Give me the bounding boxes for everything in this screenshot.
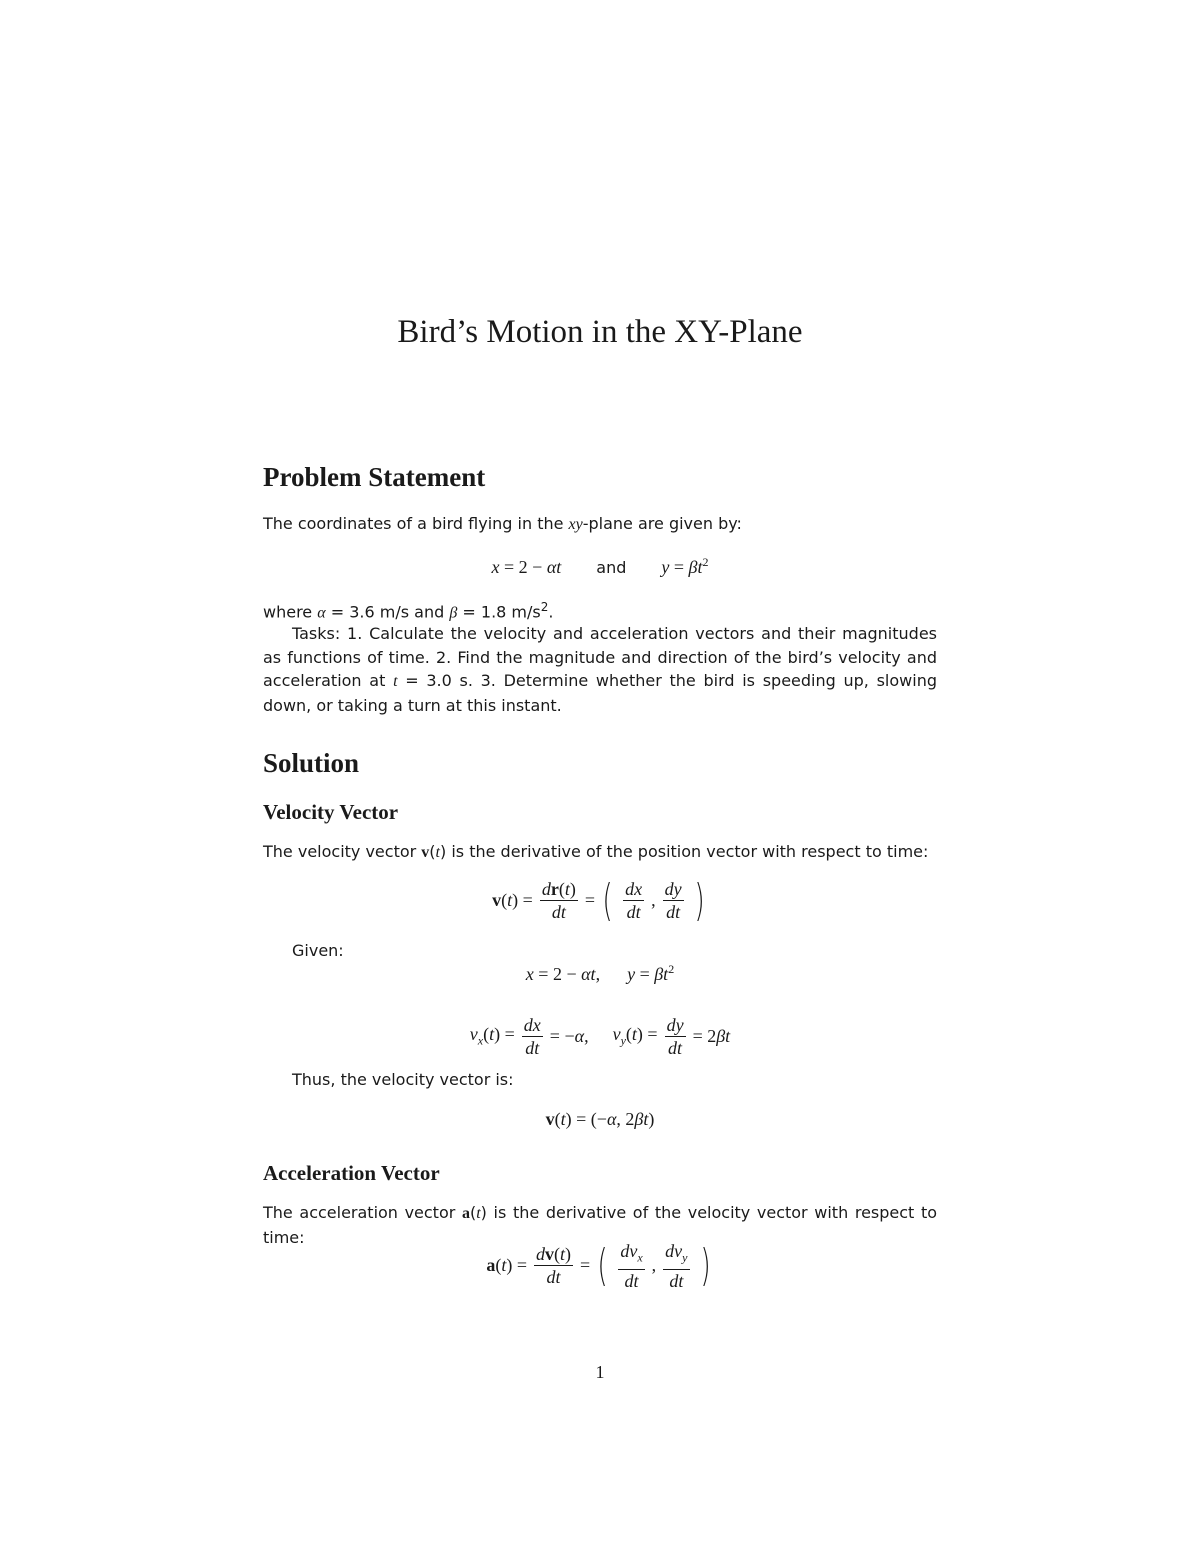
acceleration-definition-equation: a(t) = $\frac{dv(t)}{dt}$ = ( $\frac{dv_x}{dt}$ , $\frac{dv_y}{dt}$ )	[486, 1239, 711, 1291]
thus-label: Thus, the velocity vector is:	[292, 1070, 514, 1089]
given-equation: x = 2 − αt, $y = \beta t^2$	[525, 962, 675, 984]
document-title: Bird’s Motion in the XY-Plane	[397, 314, 803, 350]
velocity-intro: The velocity vector v(t) is the derivative of the position vector with respect to time:	[263, 842, 929, 861]
velocity-definition-equation: v(t) = $\frac{dr(t)}{dt}$ = ( $\frac{dx}{dt}$ , $\frac{dy}{dt}$ )	[492, 874, 705, 926]
problem-intro: The coordinates of a bird flying in the xy-plane are given by:	[263, 514, 742, 533]
page-number: 1	[595, 1362, 605, 1382]
given-label: Given:	[292, 941, 344, 960]
acceleration-vector-heading: Acceleration Vector	[263, 1161, 440, 1185]
constants-line: where α = 3.6 m/s and β = 1.8 $m/s^2$.	[263, 600, 554, 622]
velocity-vector-heading: Velocity Vector	[263, 800, 399, 824]
acceleration-intro: The acceleration vector a(t) is the derivative of the velocity vector with respect to time:	[263, 1203, 938, 1247]
velocity-result-equation: v(t) = (−α, 2βt)	[545, 1109, 655, 1129]
velocity-components-equation: $v_x(t)$ = $\frac{dx}{dt}$ = −α, $v_y(t)$ = $\frac{dy}{dt}$ = 2βt	[469, 1015, 731, 1058]
problem-statement-heading: Problem Statement	[263, 462, 486, 492]
position-equations: x = 2 − αt and $y = \beta t^2$	[491, 555, 709, 577]
tasks-paragraph: Tasks: 1. Calculate the velocity and acceleration vectors and their magnitudes as functions of time. 2. Find the magnitude and direction of the bird’s velocity and acceleration at t = 3.0 s. 3. Determine whether the bird is speeding up, slowing down, or taking a turn at this instant.	[263, 624, 937, 715]
solution-heading: Solution	[263, 748, 360, 778]
